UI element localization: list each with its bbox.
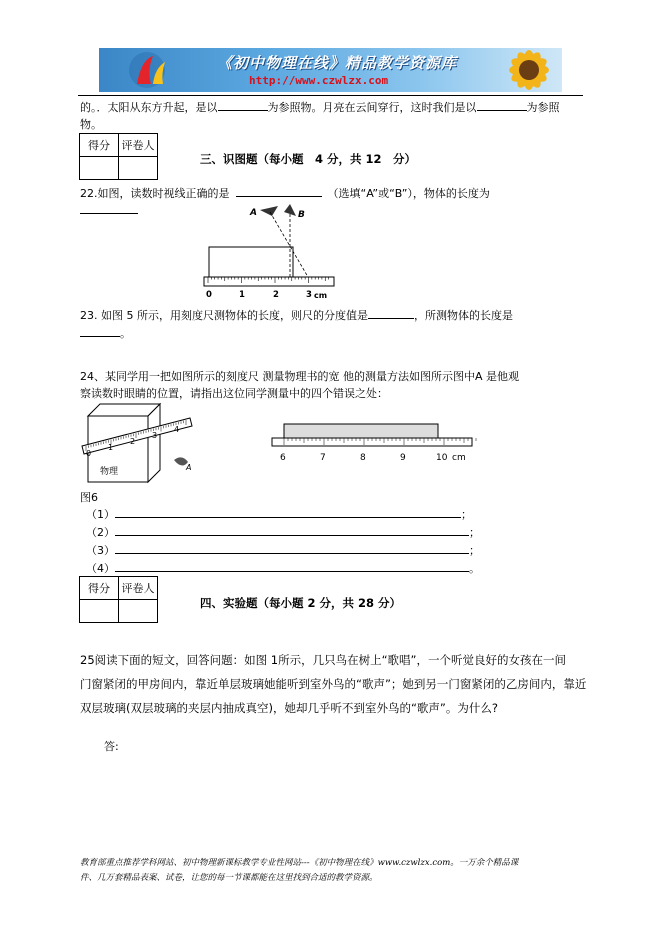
- score-table: [79, 576, 158, 623]
- q25-line1: 25阅读下面的短文，回答问题：如图 1所示，几只鸟在树上“歌唱”，一个听觉良好的女孩在一间: [80, 653, 567, 667]
- blank[interactable]: [236, 185, 322, 197]
- blank[interactable]: [477, 99, 527, 111]
- tick-label: 8: [360, 453, 366, 463]
- logo-icon: [107, 50, 187, 90]
- q24-right-figure: [268, 420, 483, 472]
- q25-line2: 门窗紧闭的甲房间内，靠近单层玻璃她能听到室外鸟的“歌声”；她到另一门窗紧闭的乙房间内，靠近: [80, 677, 587, 691]
- banner-url: http://www.czwlzx.com: [249, 74, 389, 87]
- q24-left-figure: [80, 400, 200, 486]
- tick-label: 1: [108, 443, 114, 452]
- tick-label: 10: [436, 453, 448, 463]
- label-b: B: [298, 210, 305, 220]
- blank[interactable]: [115, 560, 469, 572]
- q23-text: 23. 如图 5 所示，用刻度尺测物体的长度，则尺的分度值是 ，所测物体的长度是: [80, 309, 513, 322]
- blank[interactable]: [115, 506, 461, 518]
- tick-label: 9: [400, 453, 406, 463]
- answer-line-2: （2） ；: [86, 526, 480, 539]
- unit-label: cm: [314, 291, 328, 300]
- tick-label: 3: [152, 431, 158, 440]
- q23-line2: 。: [80, 325, 131, 341]
- blank[interactable]: [368, 307, 414, 319]
- grader-cell: [119, 600, 158, 623]
- header-banner: [99, 48, 562, 92]
- blank[interactable]: [115, 542, 469, 554]
- q22-figure: [198, 200, 343, 302]
- grader-cell: [119, 157, 158, 180]
- answer-line-4: （4） 。: [86, 562, 480, 575]
- header-rule: [78, 95, 583, 96]
- unit-label: cm: [452, 453, 466, 463]
- tick-label: 4: [174, 425, 180, 434]
- blank[interactable]: [218, 99, 268, 111]
- book-label: 物理: [100, 467, 119, 477]
- score-table: [79, 133, 158, 180]
- tick-label: 3: [306, 290, 312, 300]
- sunflower-icon: [494, 48, 562, 92]
- section-4-title: 四、实验题（每小题 2 分，共 28 分）: [200, 596, 402, 610]
- footer-line1: 教育部重点推荐学科网站、初中物理新课标教学专业性网站---《初中物理在线》www.czwlzx.com。一万余个精品课: [80, 858, 519, 868]
- label-a: A: [250, 208, 257, 218]
- grader-label: 评卷人: [119, 134, 158, 157]
- q24-line1: 24、某同学用一把如图所示的刻度尺 测量物理书的宽 他的测量方法如图所示图中A 是他观: [80, 370, 520, 383]
- tick-label: 2: [273, 290, 279, 300]
- q24-line2: 察读数时眼睛的位置，请指出这位同学测量中的四个错误之处：: [80, 387, 388, 400]
- blank[interactable]: [80, 213, 138, 214]
- tick-label: 6: [280, 453, 286, 463]
- answer-label: 答:: [104, 740, 119, 753]
- tick-label: 0: [86, 449, 92, 458]
- tick-label: 0: [206, 290, 212, 300]
- footer-line2: 件、几万套精品表案、试卷，让您的每一节课都能在这里找到合适的教学资源。: [80, 873, 378, 883]
- blank[interactable]: [115, 524, 469, 536]
- answer-line-1: （1） ；: [86, 508, 472, 521]
- footer: [80, 856, 590, 886]
- section-3-title: 三、识图题（每小题 4 分，共 12 分）: [200, 152, 417, 166]
- score-label: 得分: [80, 577, 119, 600]
- score-cell: [80, 600, 119, 623]
- figure-caption: 图6: [80, 491, 98, 504]
- tick-label: 2: [130, 437, 136, 446]
- q21-line2: 物。: [80, 118, 102, 131]
- q22-text: 22.如图，读数时视线正确的是 （选填“A”或“B”），物体的长度为: [80, 187, 490, 200]
- q21-line1: 的。．太阳从东方升起，是以 为参照物。月亮在云间穿行，这时我们是以 为参照: [80, 101, 560, 114]
- score-label: 得分: [80, 134, 119, 157]
- score-cell: [80, 157, 119, 180]
- eye-label: A: [186, 463, 192, 472]
- q25-line3: 双层玻璃(双层玻璃的夹层内抽成真空)，她却几乎听不到室外鸟的“歌声”。为什么?: [80, 701, 498, 715]
- blank[interactable]: [80, 325, 120, 337]
- answer-line-3: （3） ；: [86, 544, 480, 557]
- grader-label: 评卷人: [119, 577, 158, 600]
- tick-label: 7: [320, 453, 326, 463]
- tick-label: 1: [239, 290, 245, 300]
- banner-title: 《初中物理在线》精品教学资源库: [217, 54, 458, 72]
